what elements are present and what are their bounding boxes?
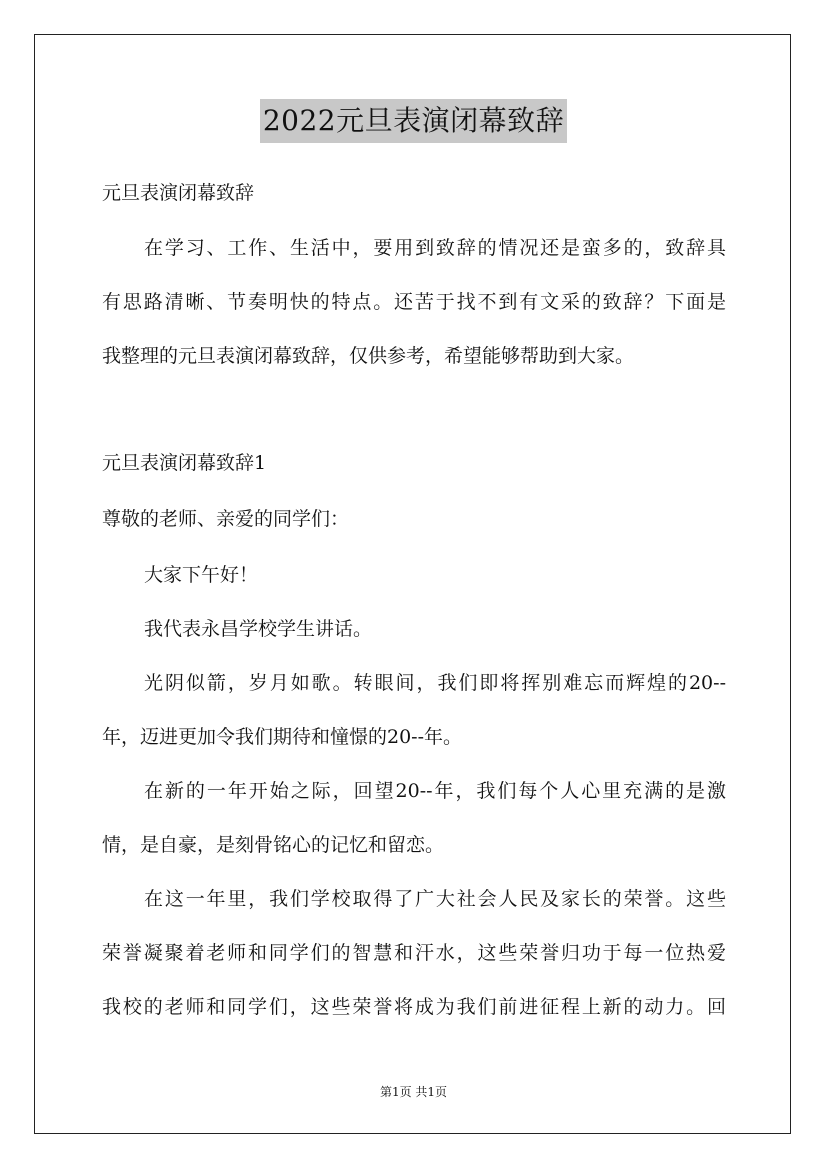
title-container <box>0 99 827 143</box>
document-title: 2022元旦表演闭幕致辞 <box>260 99 567 143</box>
section-heading: 元旦表演闭幕致辞1 <box>102 452 267 474</box>
page-footer: 第1页 共1页 <box>379 1085 448 1099</box>
body-line-5: 情，是自豪，是刻骨铭心的记忆和留恋。 <box>102 834 445 856</box>
intro-line-2: 有思路清晰、节奏明快的特点。还苦于找不到有文采的致辞？下面是 <box>102 291 726 313</box>
body-line-4: 在新的一年开始之际，回望20--年，我们每个人心里充满的是激 <box>144 780 726 802</box>
body-line-8: 我校的老师和同学们，这些荣誉将成为我们前进征程上新的动力。回 <box>102 996 726 1018</box>
intro-line-1: 在学习、工作、生活中，要用到致辞的情况还是蛮多的，致辞具 <box>144 237 726 259</box>
body-line-1: 我代表永昌学校学生讲话。 <box>144 618 373 640</box>
body-line-2: 光阴似箭，岁月如歌。转眼间，我们即将挥别难忘而辉煌的20-- <box>144 672 726 694</box>
greeting: 大家下午好！ <box>144 564 259 586</box>
body-line-7: 荣誉凝聚着老师和同学们的智慧和汗水，这些荣誉归功于每一位热爱 <box>102 942 726 964</box>
intro-line-3: 我整理的元旦表演闭幕致辞，仅供参考，希望能够帮助到大家。 <box>102 345 635 367</box>
body-line-3: 年，迈进更加令我们期待和憧憬的20--年。 <box>102 726 463 748</box>
document-subtitle: 元旦表演闭幕致辞 <box>102 182 255 204</box>
salutation: 尊敬的老师、亲爱的同学们： <box>102 508 350 530</box>
body-line-6: 在这一年里，我们学校取得了广大社会人民及家长的荣誉。这些 <box>144 888 726 910</box>
